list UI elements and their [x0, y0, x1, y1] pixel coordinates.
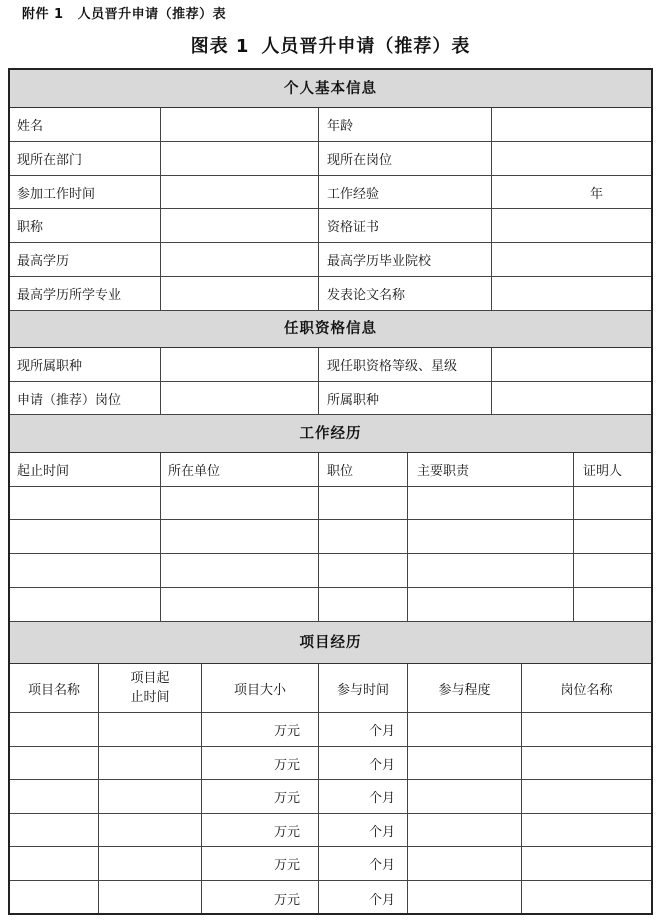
work-position-input[interactable]: [319, 554, 408, 587]
work-col-period: 起止时间: [10, 453, 161, 486]
proj-name-input[interactable]: [10, 713, 99, 746]
paper-label: 发表论文名称: [319, 277, 492, 310]
current-type-label: 现所属职种: [10, 348, 161, 381]
work-position-input[interactable]: [319, 487, 408, 519]
current-type-input[interactable]: [161, 348, 319, 381]
dept-label: 现所在部门: [10, 142, 161, 175]
proj-time-input[interactable]: [319, 713, 408, 746]
proj-period-input[interactable]: [99, 881, 202, 915]
work-start-input[interactable]: [161, 176, 319, 208]
work-history-header-row: [10, 453, 651, 487]
work-col-company: 所在单位: [161, 453, 319, 486]
work-duties-input[interactable]: [408, 520, 574, 553]
form-row-education: [10, 243, 651, 277]
target-type-input[interactable]: [492, 382, 651, 414]
proj-degree-input[interactable]: [408, 780, 522, 813]
proj-degree-input[interactable]: [408, 881, 522, 915]
proj-post-input[interactable]: [522, 713, 651, 746]
work-col-position: 职位: [319, 453, 408, 486]
time-unit: 个月: [368, 757, 395, 773]
certificate-label: 资格证书: [319, 209, 492, 242]
section-work-history-heading: 工作经历: [10, 415, 651, 453]
work-period-input[interactable]: [10, 487, 161, 519]
proj-time-input[interactable]: [319, 814, 408, 846]
work-reference-input[interactable]: [574, 487, 651, 519]
proj-name-input[interactable]: [10, 780, 99, 813]
education-input[interactable]: [161, 243, 319, 276]
project-row: [10, 747, 651, 780]
size-unit: 万元: [273, 892, 300, 908]
post-input[interactable]: [492, 142, 651, 175]
proj-period-input[interactable]: [99, 747, 202, 779]
proj-name-input[interactable]: [10, 881, 99, 915]
work-reference-input[interactable]: [574, 554, 651, 587]
experience-label: 工作经验: [319, 176, 492, 208]
school-input[interactable]: [492, 243, 651, 276]
section-projects-heading: 项目经历: [10, 622, 651, 664]
proj-name-input[interactable]: [10, 747, 99, 779]
section-basic-info-heading: 个人基本信息: [10, 70, 651, 108]
form-row-work-start: [10, 176, 651, 209]
proj-size-input[interactable]: [202, 747, 319, 779]
work-period-input[interactable]: [10, 520, 161, 553]
proj-col-period: [99, 664, 202, 712]
work-reference-input[interactable]: [574, 520, 651, 553]
work-period-input[interactable]: [10, 588, 161, 621]
proj-degree-input[interactable]: [408, 814, 522, 846]
work-history-row: [10, 588, 651, 622]
proj-col-name: 项目名称: [10, 664, 99, 712]
work-position-input[interactable]: [319, 520, 408, 553]
time-unit: 个月: [368, 858, 395, 873]
work-company-input[interactable]: [161, 520, 319, 553]
attachment-number: 附件 1: [22, 7, 64, 22]
school-label: 最高学历毕业院校: [319, 243, 492, 276]
proj-col-period-text: 项目起 止时间: [130, 671, 170, 705]
form-row-dept-post: [10, 142, 651, 176]
proj-time-input[interactable]: [319, 780, 408, 813]
proj-col-post: 岗位名称: [560, 682, 613, 698]
proj-size-input[interactable]: [202, 814, 319, 846]
proj-post-input[interactable]: [522, 747, 651, 779]
major-input[interactable]: [161, 277, 319, 310]
dept-input[interactable]: [161, 142, 319, 175]
work-period-input[interactable]: [10, 554, 161, 587]
form-row-title-cert: [10, 209, 651, 243]
work-position-input[interactable]: [319, 588, 408, 621]
work-company-input[interactable]: [161, 588, 319, 621]
proj-size-input[interactable]: [202, 881, 319, 915]
project-row: [10, 881, 651, 915]
work-reference-input[interactable]: [574, 588, 651, 621]
projects-header-row: [10, 664, 651, 713]
work-history-row: [10, 520, 651, 554]
proj-post-input[interactable]: [522, 814, 651, 846]
chart-number: 图表 1: [190, 36, 250, 57]
proj-name-input[interactable]: [10, 847, 99, 880]
proj-size-input[interactable]: [202, 847, 319, 880]
section-qualification-heading: 任职资格信息: [10, 311, 651, 348]
promotion-form-table: [8, 68, 653, 915]
work-start-label: 参加工作时间: [10, 176, 161, 208]
proj-degree-input[interactable]: [408, 713, 522, 746]
apply-post-label: 申请（推荐）岗位: [10, 382, 161, 414]
proj-name-input[interactable]: [10, 814, 99, 846]
proj-period-input[interactable]: [99, 780, 202, 813]
proj-size-input[interactable]: [202, 713, 319, 746]
title-label: 职称: [10, 209, 161, 242]
attachment-header: [22, 3, 226, 22]
proj-time-input[interactable]: [319, 881, 408, 915]
major-label: 最高学历所学专业: [10, 277, 161, 310]
form-row-apply-post: [10, 382, 651, 415]
name-input[interactable]: [161, 108, 319, 141]
proj-degree-input[interactable]: [408, 747, 522, 779]
size-unit: 万元: [273, 757, 300, 773]
proj-period-input[interactable]: [99, 814, 202, 846]
project-row: [10, 814, 651, 847]
proj-post-input[interactable]: [522, 847, 651, 880]
time-unit: 个月: [368, 791, 395, 806]
form-row-current-type: [10, 348, 651, 382]
work-duties-input[interactable]: [408, 588, 574, 621]
form-title: [0, 32, 661, 58]
work-history-row: [10, 554, 651, 588]
time-unit: 个月: [368, 824, 395, 840]
size-unit: 万元: [273, 791, 300, 806]
title-input[interactable]: [161, 209, 319, 242]
size-unit: 万元: [273, 858, 300, 873]
work-company-input[interactable]: [161, 554, 319, 587]
attachment-title: 人员晋升申请（推荐）表: [77, 7, 227, 22]
name-label: 姓名: [10, 108, 161, 141]
proj-post-input[interactable]: [522, 780, 651, 813]
paper-input[interactable]: [492, 277, 651, 310]
work-col-reference: 证明人: [583, 464, 623, 479]
target-type-label: 所属职种: [319, 382, 492, 414]
proj-col-degree: 参与程度: [408, 664, 522, 712]
proj-time-input[interactable]: [319, 747, 408, 779]
project-row: [10, 713, 651, 747]
current-grade-label: 现任职资格等级、星级: [319, 348, 492, 381]
apply-post-input[interactable]: [161, 382, 319, 414]
proj-size-input[interactable]: [202, 780, 319, 813]
proj-period-input[interactable]: [99, 713, 202, 746]
size-unit: 万元: [273, 824, 300, 840]
project-row: [10, 780, 651, 814]
proj-time-input[interactable]: [319, 847, 408, 880]
work-col-duties: 主要职责: [408, 453, 574, 486]
education-label: 最高学历: [10, 243, 161, 276]
time-unit: 个月: [368, 724, 395, 739]
experience-input[interactable]: [492, 176, 651, 208]
age-input[interactable]: [492, 108, 651, 141]
age-label: 年龄: [319, 108, 492, 141]
proj-period-input[interactable]: [99, 847, 202, 880]
current-grade-input[interactable]: [492, 348, 651, 381]
form-row-major-paper: [10, 277, 651, 311]
proj-col-time: 参与时间: [319, 664, 408, 712]
project-row: [10, 847, 651, 881]
post-label: 现所在岗位: [319, 142, 492, 175]
work-duties-input[interactable]: [408, 554, 574, 587]
year-unit: 年: [589, 186, 603, 202]
time-unit: 个月: [368, 892, 395, 908]
work-history-row: [10, 487, 651, 520]
form-row-name-age: [10, 108, 651, 142]
work-company-input[interactable]: [161, 487, 319, 519]
size-unit: 万元: [273, 724, 300, 739]
work-duties-input[interactable]: [408, 487, 574, 519]
chart-title: 人员晋升申请（推荐）表: [261, 36, 471, 57]
proj-post-input[interactable]: [522, 881, 651, 915]
proj-col-size: 项目大小: [202, 664, 319, 712]
proj-degree-input[interactable]: [408, 847, 522, 880]
certificate-input[interactable]: [492, 209, 651, 242]
